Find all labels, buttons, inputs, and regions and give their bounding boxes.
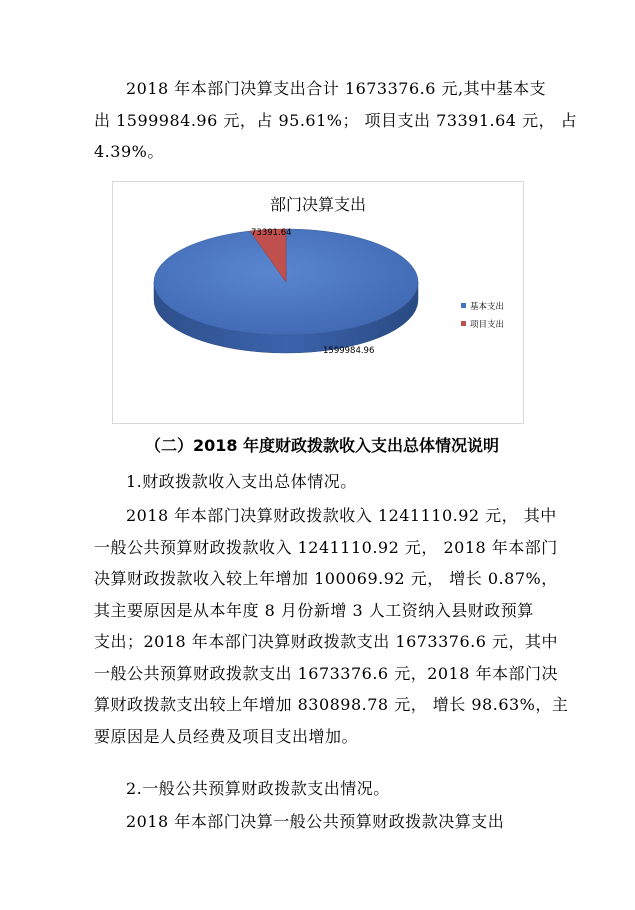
- legend-label-basic: 基本支出: [470, 302, 505, 312]
- pie-chart-svg: [113, 182, 523, 423]
- data-label-project: 73391.64: [251, 228, 292, 238]
- text-line: 决算财政拨款收入较上年增加 100069.92 元， 增长 0.87%，: [94, 569, 558, 588]
- text-line: 算财政拨款支出较上年增加 830898.78 元， 增长 98.63%，主: [94, 695, 569, 714]
- text-line: 支出；2018 年本部门决算财政拨款支出 1673376.6 元，其中: [94, 632, 559, 651]
- subheading-text: 2.一般公共预算财政拨款支出情况。: [126, 779, 390, 798]
- text-line: 2018 年本部门决算支出合计 1673376.6 元,其中基本支: [126, 79, 547, 98]
- text-line: 4.39%。: [94, 142, 164, 161]
- text-line: 2018 年本部门决算一般公共预算财政拨款决算支出: [126, 812, 505, 831]
- text-line: 出 1599984.96 元，占 95.61%； 项目支出 73391.64 元， 占: [94, 110, 578, 130]
- subheading-text: 1.财政拨款收入支出总体情况。: [126, 472, 357, 491]
- chart-title: 部门决算支出: [269, 195, 366, 214]
- data-label-basic: 1599984.96: [323, 346, 375, 356]
- paragraph-expenditure-summary: [94, 73, 578, 168]
- pie-chart: [112, 181, 524, 424]
- paragraph-appropriation: [94, 500, 569, 752]
- legend-label-project: 项目支出: [470, 320, 505, 330]
- subheading-2: [94, 773, 550, 805]
- legend-swatch-basic: [461, 303, 466, 308]
- legend-swatch-project: [461, 321, 466, 326]
- text-line: 要原因是人员经费及项目支出增加。: [94, 726, 359, 746]
- subheading-1: [94, 466, 550, 498]
- section-heading: （二）2018 年度财政拨款收入支出总体情况说明: [144, 436, 500, 455]
- text-line: 2018 年本部门决算财政拨款收入 1241110.92 元， 其中: [126, 506, 557, 525]
- text-line: 其主要原因是从本年度 8 月份新增 3 人工资纳入县财政预算: [94, 600, 534, 620]
- text-line: 一般公共预算财政拨款支出 1673376.6 元，2018 年本部门决: [94, 663, 559, 683]
- paragraph-general-budget: [94, 806, 550, 838]
- text-line: 一般公共预算财政拨款收入 1241110.92 元， 2018 年本部门: [94, 537, 558, 557]
- legend: [461, 301, 504, 330]
